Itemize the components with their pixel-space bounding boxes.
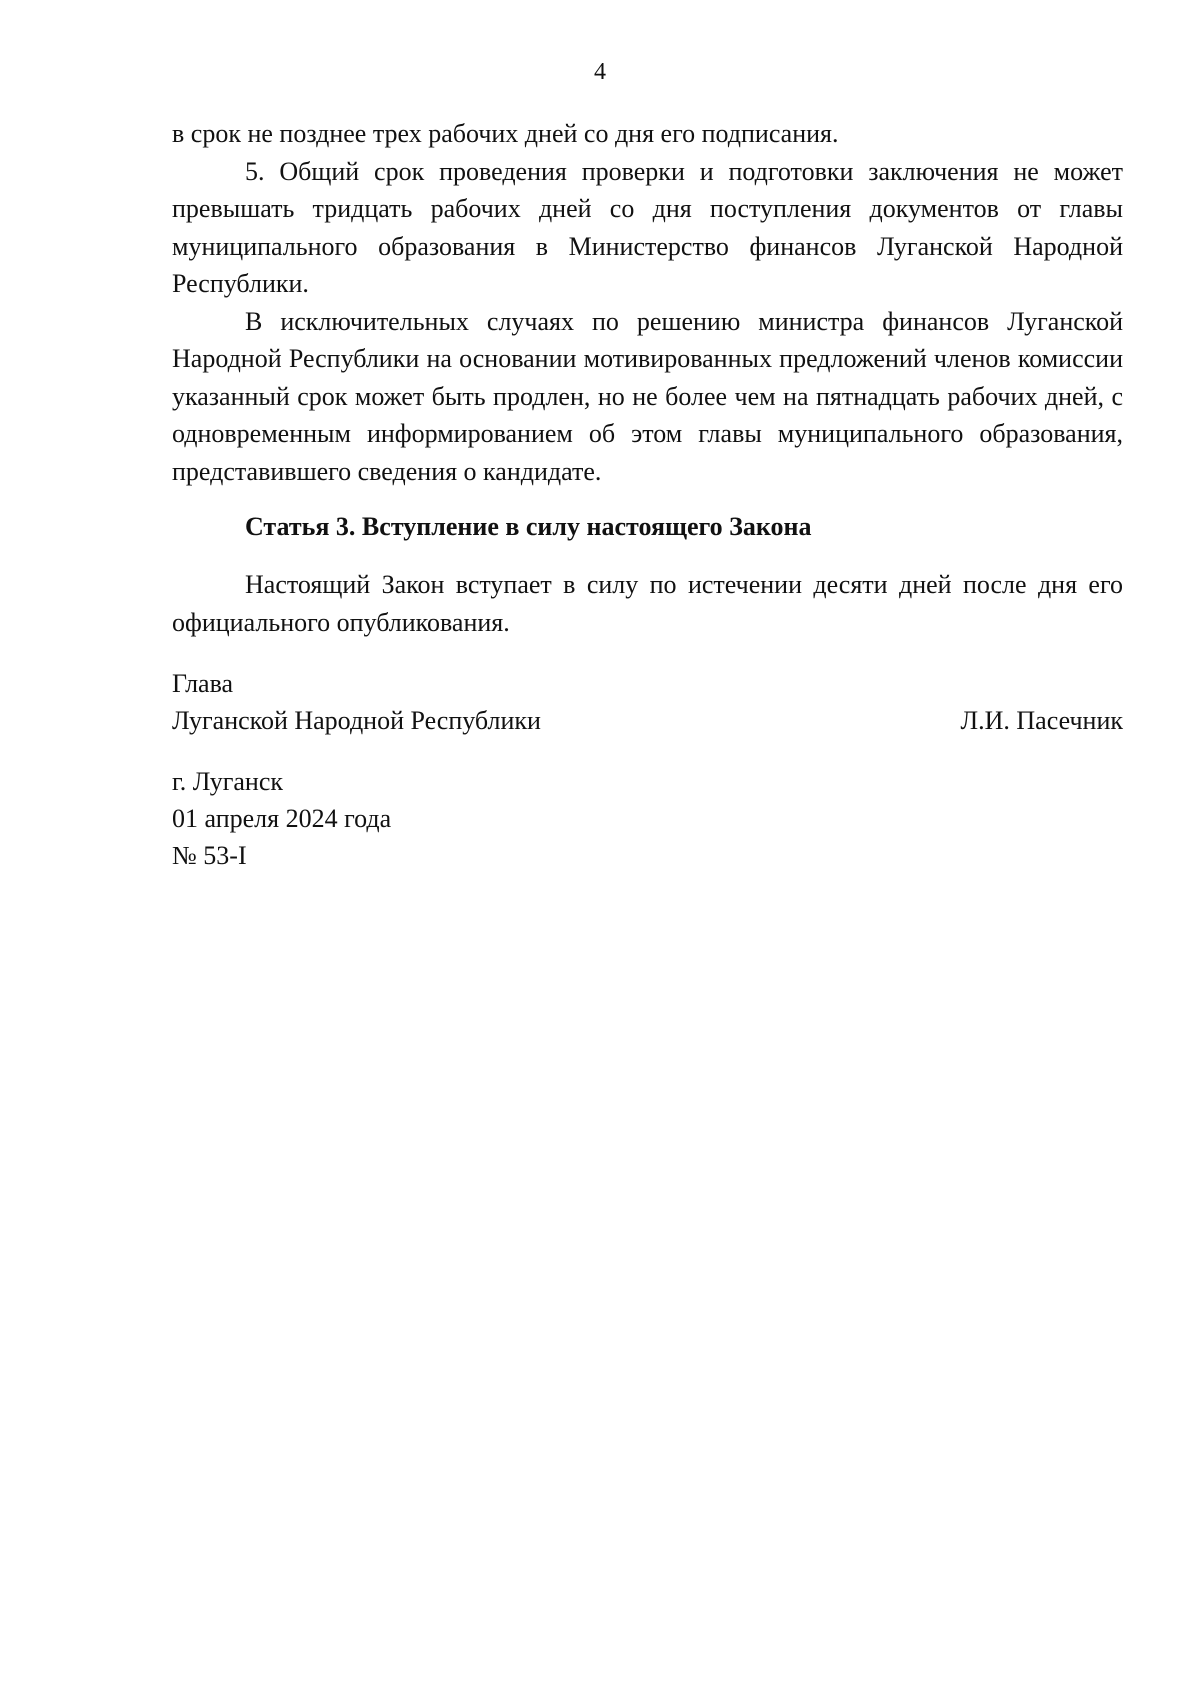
signature-row: [172, 702, 1123, 739]
city-label: г. Луганск: [172, 767, 284, 796]
page-number: 4: [594, 59, 606, 85]
exception-paragraph: В исключительных случаях по решению министра финансов Луганской Народной Республики на основании мотивированных предложений членов комиссии указанный срок может быть продлен, но не более чем на пятнадцать рабочих дней, с одновременным информированием об этом главы муниципального образования, представившего сведения о кандидате.: [172, 306, 1123, 486]
body-text: [172, 115, 1123, 490]
signatory-title-line1: Глава: [172, 669, 234, 698]
date-label: 01 апреля 2024 года: [172, 804, 392, 833]
signatory-title-line2: Луганской Народной Республики: [172, 706, 541, 735]
signature-block: [172, 665, 1123, 739]
document-meta: [172, 763, 391, 874]
law-number: № 53-I: [172, 841, 247, 870]
article-3-body: [172, 566, 1123, 641]
article-3-paragraph: Настоящий Закон вступает в силу по истечении десяти дней после дня его официального опубликования.: [172, 570, 1123, 637]
continuation-paragraph: в срок не позднее трех рабочих дней со дня его подписания.: [172, 119, 839, 148]
signatory-name: Л.И. Пасечник: [960, 706, 1123, 735]
article-3-heading: Статья 3. Вступление в силу настоящего Закона: [245, 512, 812, 541]
item-5-paragraph: 5. Общий срок проведения проверки и подготовки заключения не может превышать тридцать рабочих дней со дня поступления документов от главы муниципального образования в Министерство финансов Луганской Народной Республики.: [172, 156, 1123, 298]
